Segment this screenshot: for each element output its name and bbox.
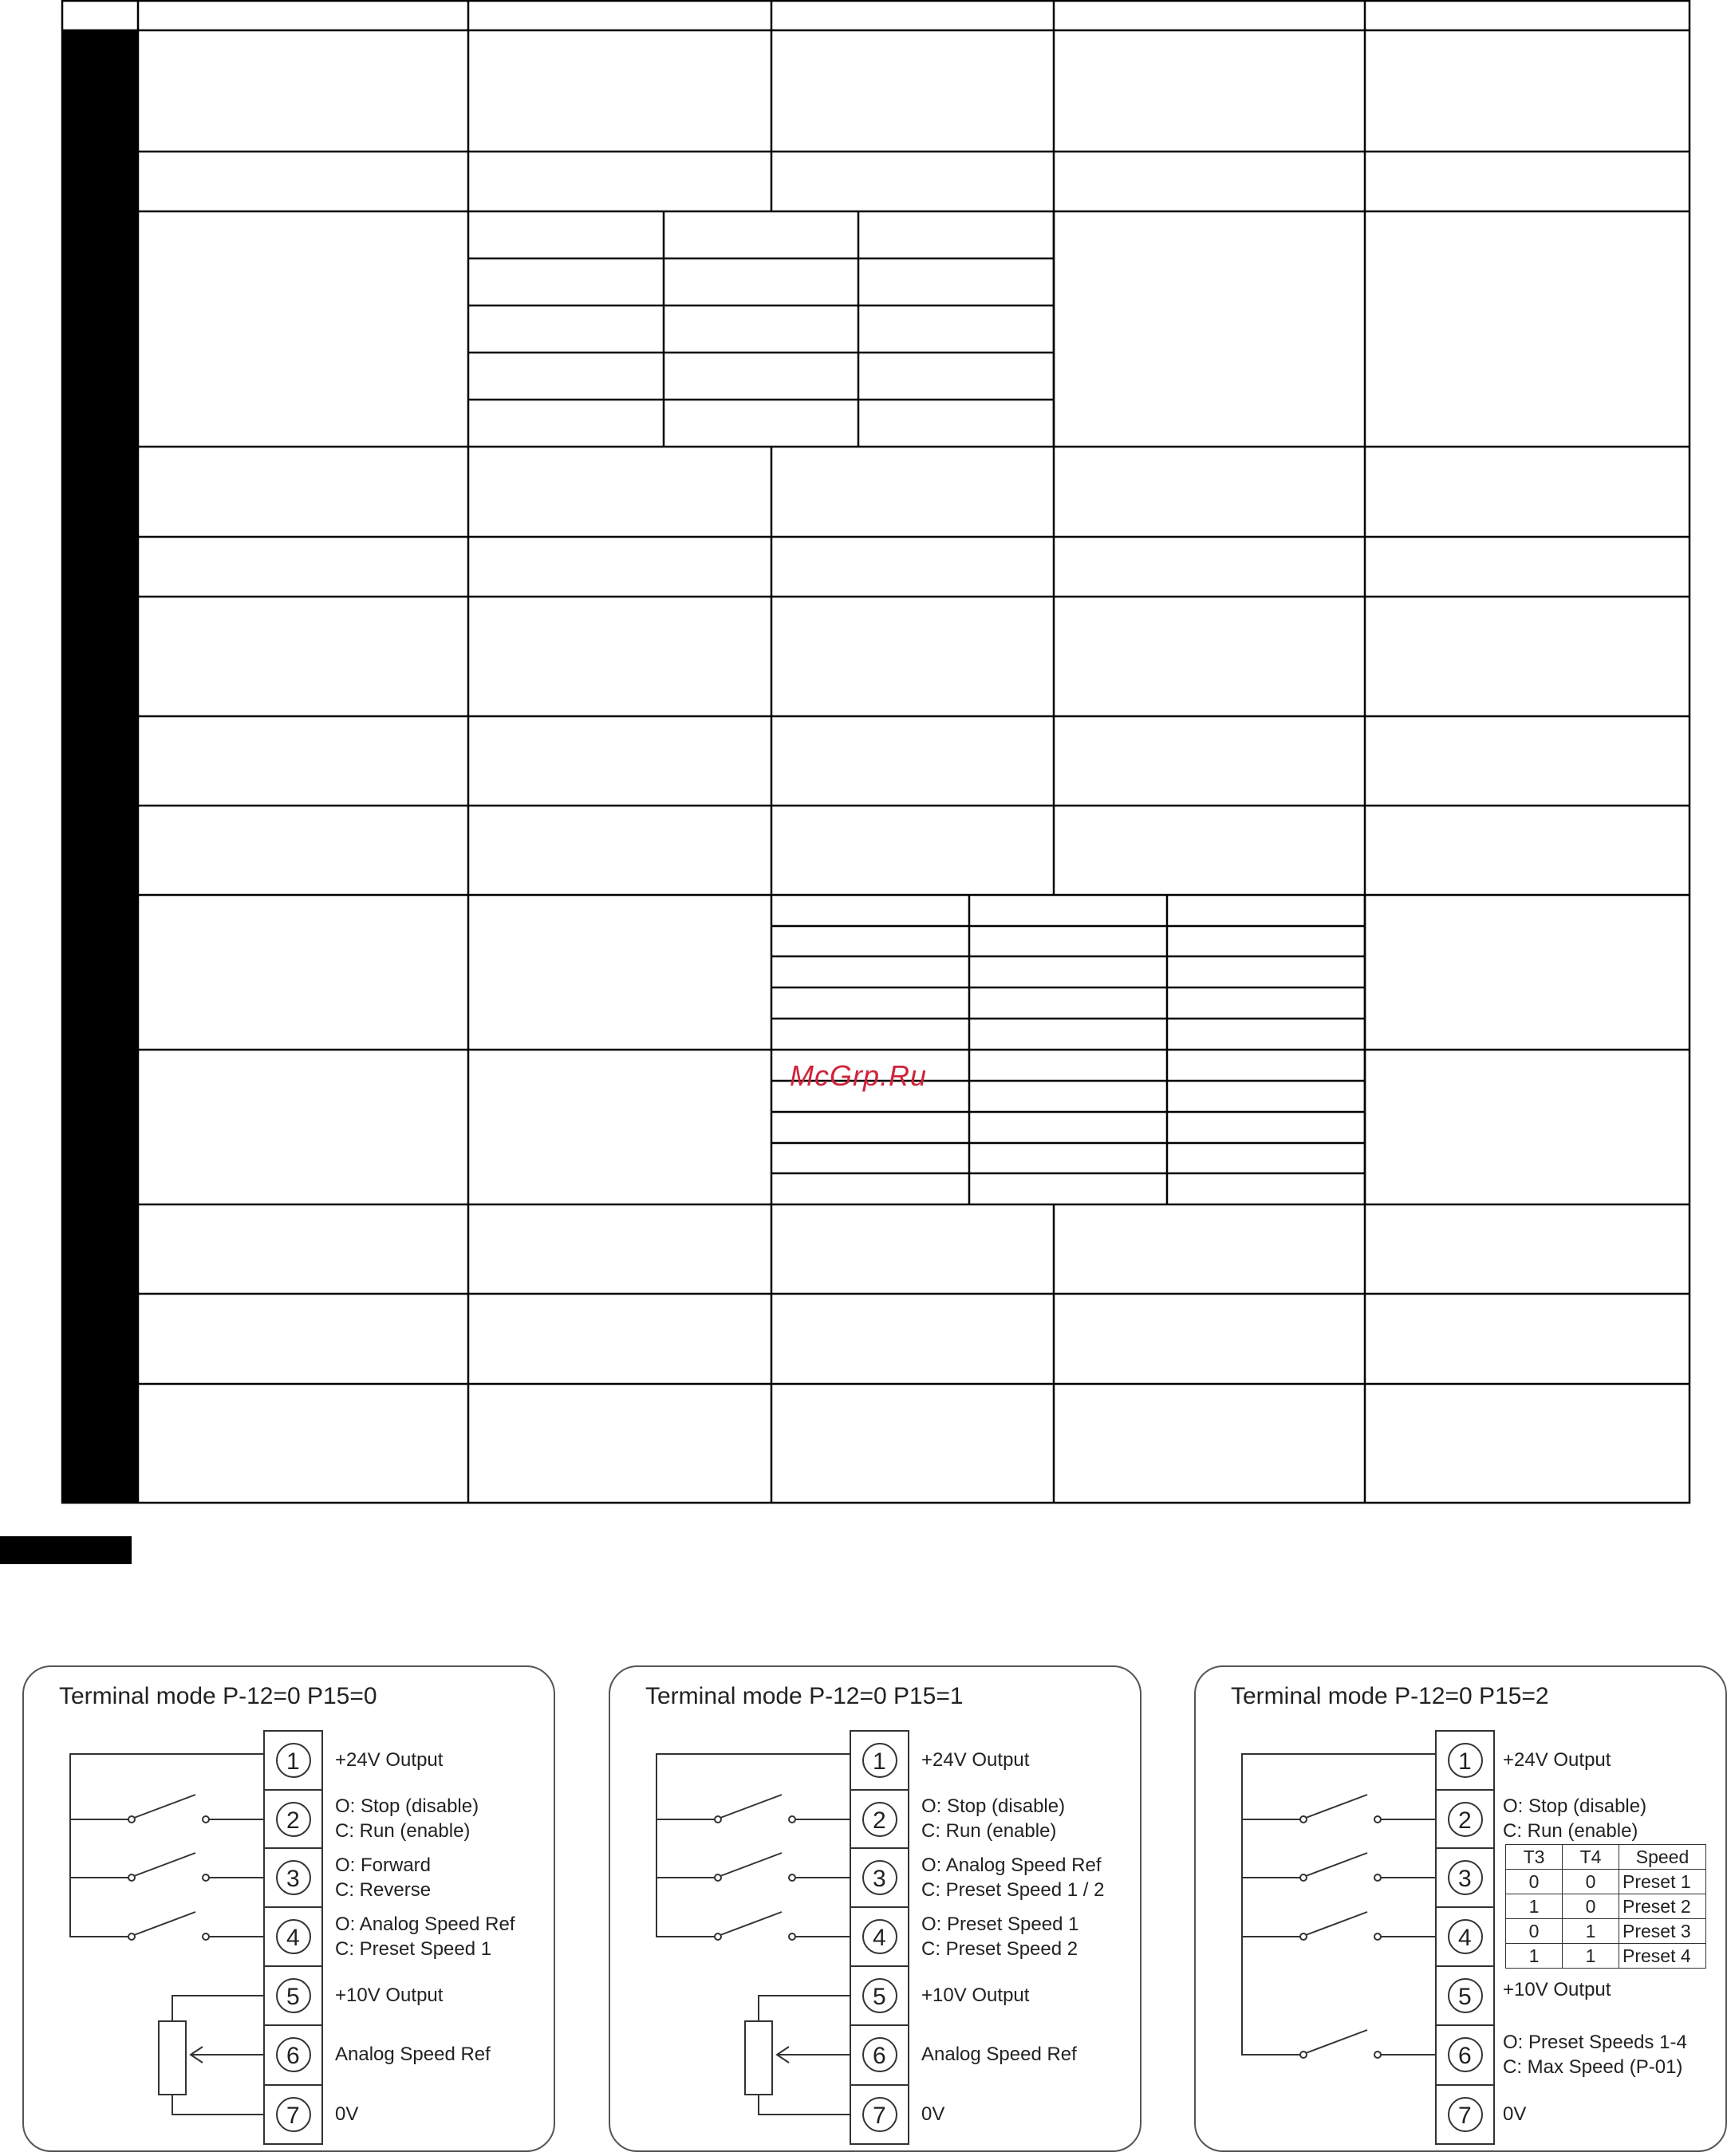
svg-text:1: 1 [873,1748,886,1775]
terminal-3-closed-label: C: Reverse [335,1879,432,1901]
table-row [1506,1919,1706,1944]
svg-text:7: 7 [1458,2103,1472,2129]
svg-text:1: 1 [1458,1748,1472,1775]
terminal-4-open-label: O: Analog Speed Ref [335,1914,515,1935]
svg-text:6: 6 [873,2043,886,2069]
table-row [1506,1870,1706,1894]
terminal-diagram-p15-1 [609,1665,1141,2152]
terminal-6-open-label: O: Preset Speeds 1-4 [1503,2032,1687,2053]
svg-text:3: 3 [286,1866,300,1892]
terminal-7-label: 0V [335,2103,359,2125]
column-header: T3 [1506,1845,1563,1870]
svg-text:2: 2 [873,1807,886,1834]
terminal-4-open-label: O: Preset Speed 1 [921,1914,1079,1935]
svg-text:5: 5 [873,1984,886,2010]
panel-title: Terminal mode P-12=0 P15=0 [59,1683,377,1709]
svg-text:5: 5 [1458,1984,1472,2010]
svg-text:6: 6 [286,2043,300,2069]
terminal-1-label: +24V Output [335,1749,444,1771]
table-row-header-band-1 [62,30,138,152]
terminal-1-label: +24V Output [921,1749,1030,1771]
svg-text:6: 6 [1458,2043,1472,2069]
table-cell: Preset 4 [1619,1944,1706,1969]
table-cell: 1 [1506,1894,1563,1919]
panel-title: Terminal mode P-12=0 P15=2 [1231,1683,1549,1709]
terminal-7-label: 0V [1503,2103,1527,2125]
table-row [1506,1894,1706,1919]
preset-speed-table [1505,1844,1706,1969]
table-cell: 1 [1506,1944,1563,1969]
table-cell: 0 [1563,1894,1619,1919]
svg-text:7: 7 [873,2103,886,2129]
svg-text:2: 2 [1458,1807,1472,1834]
terminal-3-open-label: O: Forward [335,1854,432,1876]
terminal-7-label: 0V [921,2103,945,2125]
terminal-6-label: Analog Speed Ref [921,2044,1077,2065]
table-cell: 0 [1506,1870,1563,1894]
terminal-4-closed-label: C: Preset Speed 1 [335,1938,492,1960]
table-cell: 1 [1563,1919,1619,1944]
table-row-header-band-2 [62,152,138,1503]
terminal-2-open-label: O: Stop (disable) [1503,1795,1647,1817]
panel-title: Terminal mode P-12=0 P15=1 [645,1683,964,1709]
wiring-diagram [610,1667,1143,2154]
terminal-diagram-p15-2 [1194,1665,1727,2152]
column-header: Speed [1619,1845,1706,1870]
table-cell: 0 [1506,1919,1563,1944]
svg-text:1: 1 [286,1748,300,1775]
terminal-5-label: +10V Output [335,1985,444,2006]
column-header: T4 [1563,1845,1619,1870]
terminal-diagram-p15-0 [22,1665,555,2152]
svg-text:3: 3 [1458,1866,1472,1892]
svg-text:3: 3 [873,1866,886,1892]
table-cell: 1 [1563,1944,1619,1969]
table-lines [62,1,1690,1503]
terminal-5-label: +10V Output [1503,1979,1611,2000]
svg-text:2: 2 [286,1807,300,1834]
terminal-6-closed-label: C: Max Speed (P-01) [1503,2056,1683,2078]
wiring-diagram [24,1667,557,2154]
terminal-4-closed-label: C: Preset Speed 2 [921,1938,1078,1960]
section-marker [0,1536,132,1564]
watermark: McGrp.Ru [790,1059,928,1092]
table-cell: 0 [1563,1870,1619,1894]
table-cell: Preset 3 [1619,1919,1706,1944]
svg-text:4: 4 [286,1925,300,1951]
table-row [1506,1944,1706,1969]
table-cell: Preset 1 [1619,1870,1706,1894]
terminal-1-label: +24V Output [1503,1749,1611,1771]
terminal-2-closed-label: C: Run (enable) [921,1820,1057,1842]
svg-text:5: 5 [286,1984,300,2010]
terminal-2-open-label: O: Stop (disable) [921,1795,1066,1817]
terminal-6-label: Analog Speed Ref [335,2044,491,2065]
svg-text:4: 4 [1458,1925,1472,1951]
terminal-2-closed-label: C: Run (enable) [335,1820,471,1842]
terminal-5-label: +10V Output [921,1985,1030,2006]
svg-text:7: 7 [286,2103,300,2129]
terminal-3-closed-label: C: Preset Speed 1 / 2 [921,1879,1105,1901]
terminal-2-closed-label: C: Run (enable) [1503,1820,1638,1842]
terminal-2-open-label: O: Stop (disable) [335,1795,479,1817]
svg-text:4: 4 [873,1925,886,1951]
terminal-3-open-label: O: Analog Speed Ref [921,1854,1102,1876]
table-cell: Preset 2 [1619,1894,1706,1919]
